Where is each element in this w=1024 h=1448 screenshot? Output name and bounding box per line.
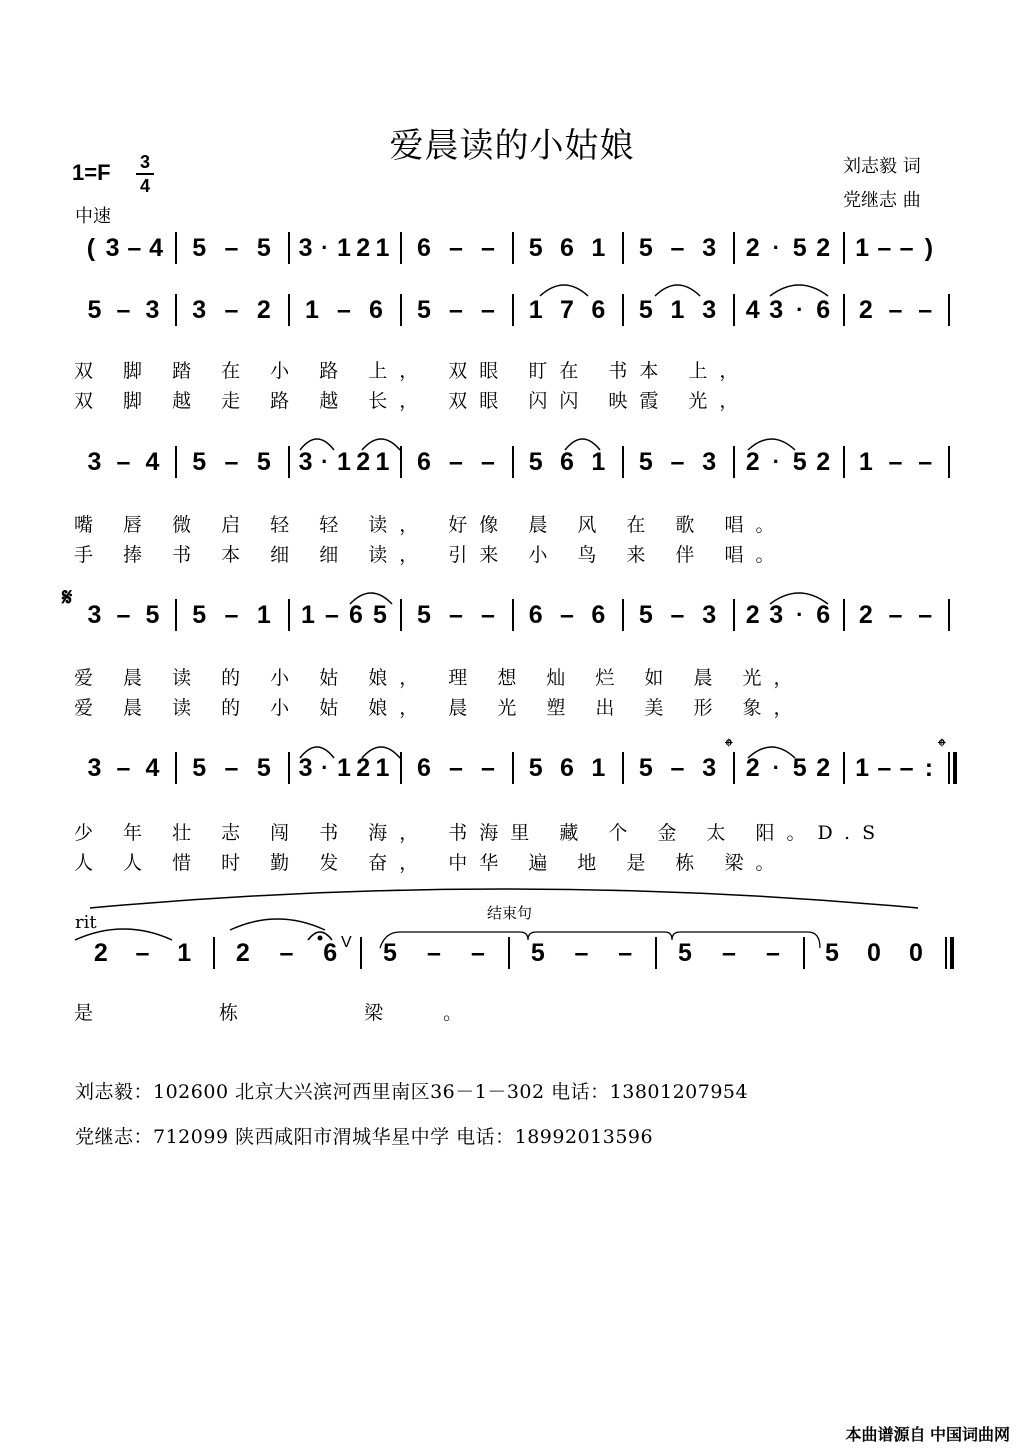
note-token: 3	[702, 754, 717, 782]
note-token: –	[918, 601, 933, 629]
note-token: 3	[702, 448, 717, 476]
note-token: 1	[375, 448, 390, 476]
composer-credit: 党继志 曲	[843, 190, 921, 211]
slur-11	[748, 747, 795, 758]
note-token: 1	[301, 601, 315, 629]
note-token: 5	[638, 754, 653, 782]
slur-4	[362, 439, 400, 450]
note-token: (	[86, 234, 96, 262]
fermata-dot	[318, 936, 323, 941]
note-token: 4	[745, 296, 760, 324]
note-token: –	[449, 234, 463, 262]
note-token: 2	[745, 448, 760, 476]
rit-arc	[90, 889, 918, 908]
note-token: 1	[670, 296, 685, 324]
note-token: –	[899, 234, 914, 262]
tempo-marking: 中速	[75, 206, 111, 227]
note-token: 5	[792, 234, 807, 262]
slur-5	[565, 439, 600, 450]
note-token: 1	[591, 448, 606, 476]
note-token: 7	[560, 296, 574, 324]
note-token: 2	[816, 448, 831, 476]
segno-icon: 𝄋	[62, 582, 73, 611]
note-token: 2	[356, 234, 371, 262]
note-token: –	[877, 234, 892, 262]
note-token: 1	[256, 601, 271, 629]
note-token: 6	[591, 601, 606, 629]
note-token: –	[560, 601, 574, 629]
note-token: 5	[383, 939, 397, 967]
slur-10	[362, 747, 400, 758]
note-token: 3	[87, 754, 102, 782]
source-tag: 本曲谱源自 中国词曲网	[845, 1427, 1010, 1444]
slur-3	[300, 439, 334, 450]
note-token: ·	[796, 297, 804, 322]
note-token: 5	[528, 754, 543, 782]
note-token: 6	[323, 939, 338, 967]
slur-12	[75, 929, 172, 940]
note-token: 1	[375, 754, 390, 782]
note-token: 3	[702, 296, 717, 324]
note-token: ·	[321, 755, 329, 780]
note-token: 6	[816, 601, 831, 629]
note-token: –	[918, 448, 933, 476]
note-token: 2	[816, 234, 831, 262]
note-token: 4	[149, 234, 164, 262]
note-token: ·	[321, 449, 329, 474]
note-token: 5	[417, 296, 431, 324]
note-token: –	[224, 296, 239, 324]
note-token: –	[116, 754, 131, 782]
note-token: 3	[87, 448, 102, 476]
note-token: –	[279, 939, 294, 967]
note-token: 5	[638, 296, 653, 324]
note-token: –	[427, 939, 441, 967]
lyric-line: 手 捧 书 本 细 细 读， 引来 小 鸟 来 伴 唱。	[74, 544, 787, 566]
note-token: 5	[638, 601, 653, 629]
note-token: –	[481, 234, 495, 262]
note-token: 1	[375, 234, 390, 262]
ending-label: 结束句	[487, 904, 533, 922]
note-token: –	[449, 448, 463, 476]
slur-7	[350, 593, 392, 604]
note-token: 3	[769, 601, 784, 629]
note-token: )	[924, 234, 934, 262]
note-token: –	[888, 448, 903, 476]
note-token: 2	[858, 296, 873, 324]
lyric-line: 双 脚 越 走 路 越 长， 双眼 闪闪 映霞 光，	[74, 390, 751, 412]
note-token: 6	[560, 234, 574, 262]
note-token: 6	[417, 448, 431, 476]
note-token: 5	[256, 234, 271, 262]
coda-icon: 𝄌	[725, 735, 733, 760]
lyric-line: 爱 晨 读 的 小 姑 娘， 理 想 灿 烂 如 晨 光，	[74, 667, 805, 689]
note-token: ·	[772, 755, 780, 780]
note-token: 5	[530, 939, 545, 967]
note-token: 4	[145, 754, 160, 782]
note-token: 2	[816, 754, 831, 782]
note-token: 3	[769, 296, 784, 324]
note-token: 2	[745, 234, 760, 262]
note-token: 3	[298, 448, 313, 476]
rit-marking: rit	[75, 912, 97, 933]
note-token: 2	[235, 939, 250, 967]
note-token: –	[888, 601, 903, 629]
note-token: 5	[792, 448, 807, 476]
note-token: 1	[337, 234, 351, 262]
slur-13	[230, 919, 325, 930]
note-token: 1	[855, 234, 870, 262]
note-token: 2	[745, 754, 760, 782]
note-token: 1	[177, 939, 192, 967]
note-token: 1	[591, 234, 606, 262]
note-token: –	[481, 754, 495, 782]
slur-9	[300, 747, 334, 758]
note-token: 1	[858, 448, 873, 476]
note-token: 5	[792, 754, 807, 782]
note-token: –	[224, 234, 239, 262]
note-token: 2	[93, 939, 108, 967]
note-token: –	[224, 601, 239, 629]
key-signature: 1=F	[72, 160, 111, 185]
time-signature-top: 3	[139, 152, 150, 172]
note-token: –	[722, 939, 736, 967]
note-token: 5	[638, 448, 653, 476]
note-token: ·	[321, 235, 329, 260]
song-title: 爱晨读的小姑娘	[389, 126, 635, 166]
note-token: 3	[298, 234, 313, 262]
note-token: 3	[145, 296, 160, 324]
slur-6	[748, 439, 795, 450]
note-token: 1	[855, 754, 870, 782]
footer-contact-lyricist: 刘志毅：102600 北京大兴滨河西里南区36－1－302 电话：13801207954	[75, 1081, 749, 1103]
note-token: 1	[305, 296, 319, 324]
note-token: –	[918, 296, 933, 324]
note-token: –	[670, 448, 685, 476]
note-token: 5	[87, 296, 102, 324]
breath-mark: V	[341, 934, 352, 951]
lyric-line: 爱 晨 读 的 小 姑 娘， 晨 光 塑 出 美 形 象，	[74, 697, 805, 719]
note-token: 6	[560, 754, 574, 782]
time-signature-bottom: 4	[139, 176, 150, 196]
note-token: 4	[145, 448, 160, 476]
note-token: –	[481, 601, 495, 629]
note-token: ·	[772, 235, 780, 260]
note-token: 2	[745, 601, 760, 629]
note-token: ·	[796, 602, 804, 627]
lyricist-credit: 刘志毅 词	[843, 156, 921, 177]
note-token: –	[670, 234, 685, 262]
note-token: –	[766, 939, 780, 967]
note-token: –	[116, 601, 131, 629]
note-token: –	[877, 754, 892, 782]
note-token: 2	[356, 754, 371, 782]
note-token: –	[670, 601, 685, 629]
note-token: –	[471, 939, 485, 967]
note-token: 1	[591, 754, 606, 782]
slur-8	[770, 593, 828, 604]
coda-icon-end: 𝄌	[938, 735, 946, 760]
lyric-line: 少 年 壮 志 闯 书 海， 书海里 藏 个 金 太 阳。D.S	[74, 822, 888, 844]
slur-0	[540, 285, 588, 296]
note-token: 5	[256, 448, 271, 476]
note-token: –	[449, 754, 463, 782]
note-token: 2	[858, 601, 873, 629]
note-token: 5	[528, 448, 543, 476]
note-token: 0	[909, 939, 923, 967]
lyric-line: 双 脚 踏 在 小 路 上， 双眼 盯在 书本 上，	[74, 360, 751, 382]
note-token: 5	[192, 234, 207, 262]
note-token: –	[449, 296, 463, 324]
note-token: 2	[256, 296, 271, 324]
slur-1	[655, 285, 700, 296]
note-token: ·	[772, 449, 780, 474]
note-token: –	[574, 939, 589, 967]
note-token: –	[224, 448, 239, 476]
note-token: 2	[356, 448, 371, 476]
lyric-line: 嘴 唇 微 启 轻 轻 读， 好像 晨 风 在 歌 唱。	[74, 514, 787, 536]
note-token: 5	[638, 234, 653, 262]
note-token: –	[127, 234, 142, 262]
note-token: :	[924, 754, 934, 782]
note-token: –	[337, 296, 351, 324]
note-token: 3	[298, 754, 313, 782]
ending-bracket	[380, 932, 820, 948]
note-token: 3	[702, 234, 717, 262]
note-token: –	[325, 601, 339, 629]
note-token: –	[135, 939, 150, 967]
note-token: –	[224, 754, 239, 782]
note-token: 6	[591, 296, 606, 324]
note-token: 1	[337, 448, 351, 476]
lyric-line: 人 人 惜 时 勤 发 奋， 中华 遍 地 是 栋 梁。	[74, 852, 787, 874]
note-token: 5	[145, 601, 160, 629]
note-token: 5	[192, 601, 207, 629]
note-token: 6	[528, 601, 543, 629]
note-token: 6	[349, 601, 363, 629]
note-token: 1	[528, 296, 543, 324]
note-token: –	[116, 448, 131, 476]
note-token: –	[116, 296, 131, 324]
note-token: 5	[256, 754, 271, 782]
note-token: 6	[369, 296, 383, 324]
note-token: 5	[192, 448, 207, 476]
note-token: 5	[678, 939, 692, 967]
note-token: 5	[825, 939, 839, 967]
note-token: 6	[560, 448, 574, 476]
note-token: 6	[417, 754, 431, 782]
note-token: 5	[417, 601, 431, 629]
note-token: –	[888, 296, 903, 324]
footer-contact-composer: 党继志：712099 陕西咸阳市渭城华星中学 电话：18992013596	[75, 1126, 654, 1148]
note-token: 3	[702, 601, 717, 629]
note-token: 5	[192, 754, 207, 782]
note-token: –	[618, 939, 633, 967]
note-token: –	[670, 754, 685, 782]
note-token: –	[899, 754, 914, 782]
note-token: 1	[337, 754, 351, 782]
lyric-line: 是 栋 梁。	[74, 1002, 523, 1024]
note-token: –	[481, 296, 495, 324]
note-token: –	[481, 448, 495, 476]
note-token: 3	[87, 601, 102, 629]
note-token: 5	[528, 234, 543, 262]
note-token: 6	[816, 296, 831, 324]
note-token: 6	[417, 234, 431, 262]
note-token: 3	[192, 296, 207, 324]
note-token: 0	[867, 939, 881, 967]
note-token: –	[449, 601, 463, 629]
slur-2	[770, 285, 828, 296]
note-token: 5	[373, 601, 387, 629]
note-token: 3	[105, 234, 120, 262]
